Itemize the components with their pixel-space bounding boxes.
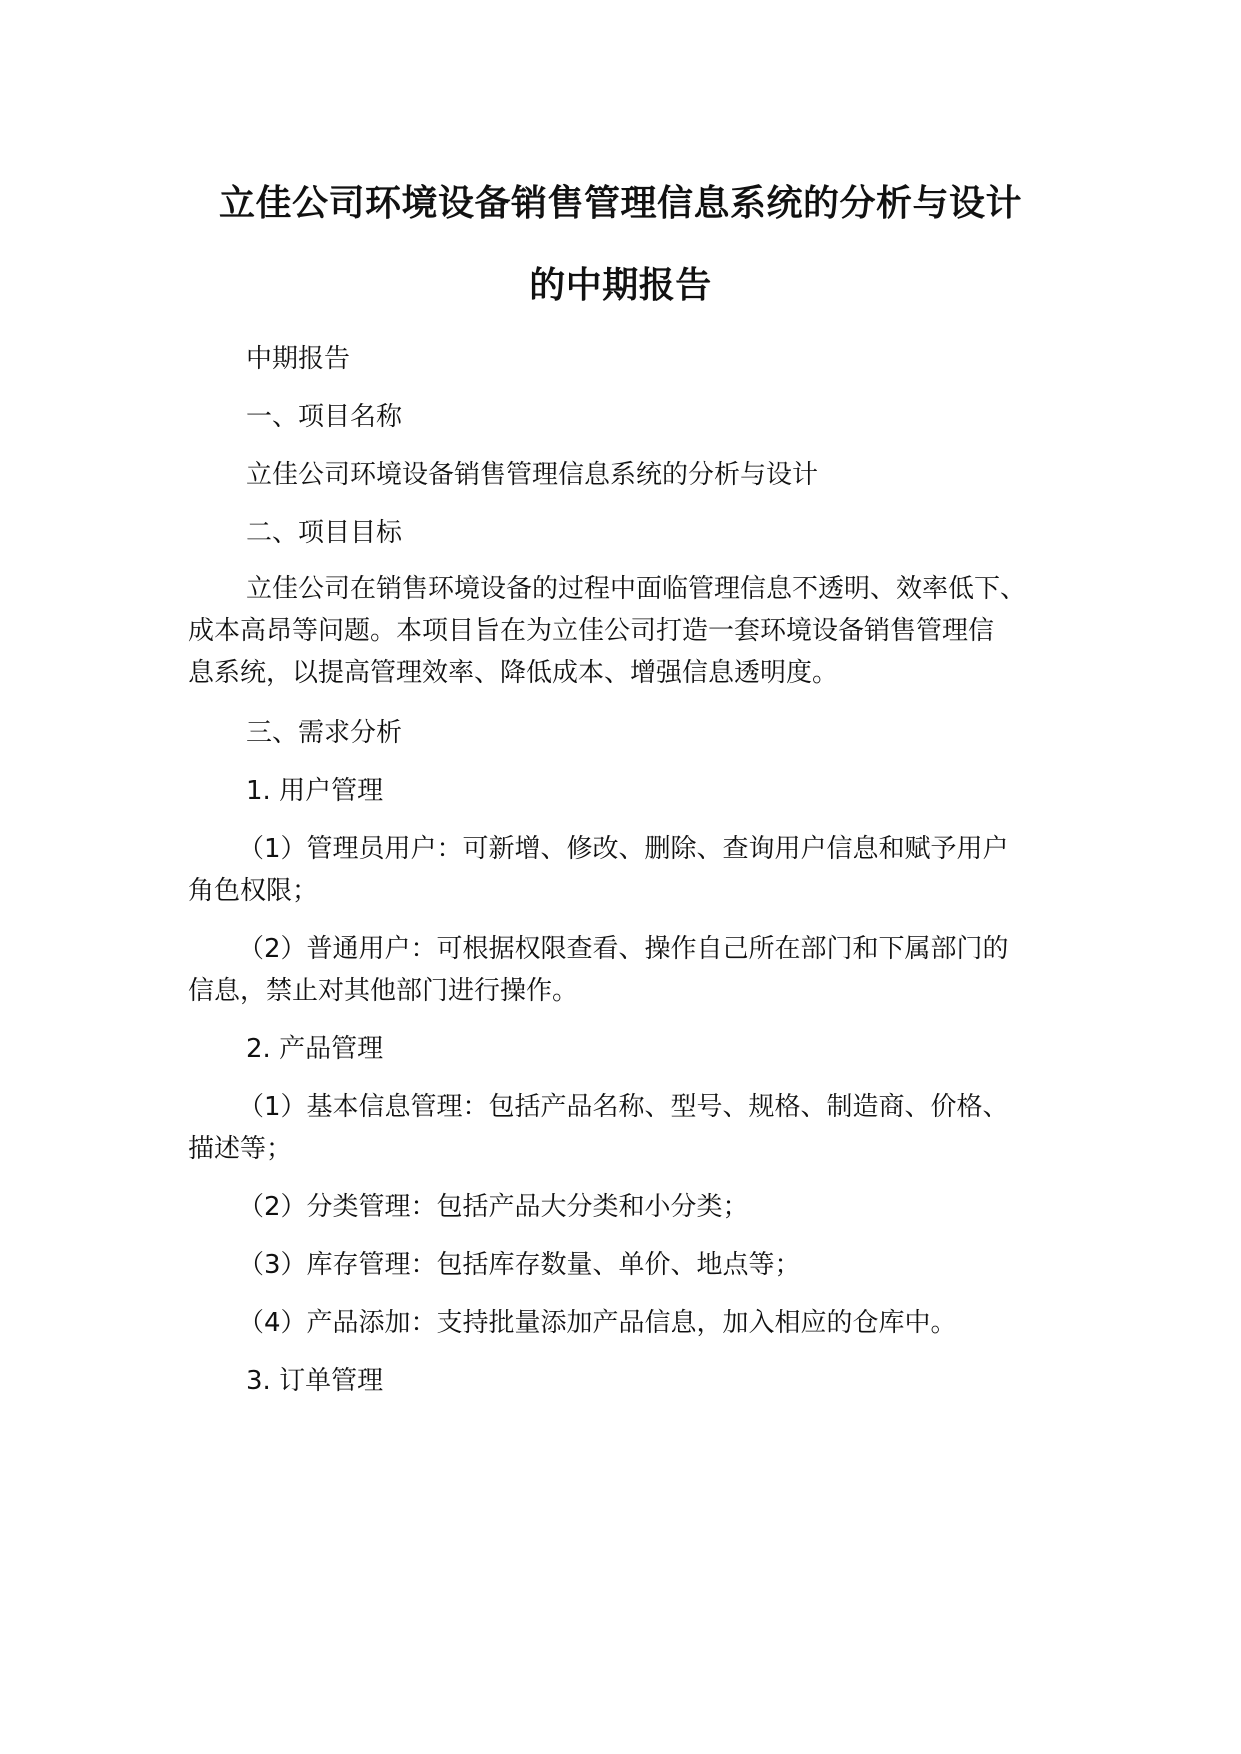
paragraph-user-management-heading <box>188 768 1088 814</box>
document-title-line-2: 的中期报告 <box>529 265 712 306</box>
paragraph-project-goal <box>188 566 1088 696</box>
paragraph-line: 立佳公司在销售环境设备的过程中面临管理信息不透明、效率低下、 <box>246 574 1027 604</box>
paragraph-line: （4）产品添加：支持批量添加产品信息，加入相应的仓库中。 <box>238 1308 957 1338</box>
paragraph-line: 三、需求分析 <box>246 718 403 748</box>
paragraph-basic-info <box>188 1084 1088 1172</box>
paragraph-category-management <box>188 1184 1088 1230</box>
paragraph-project-name <box>188 452 1088 498</box>
paragraph-normal-user <box>188 926 1088 1014</box>
paragraph-admin-user <box>188 826 1088 914</box>
paragraph-line: 成本高昂等问题。本项目旨在为立佳公司打造一套环境设备销售管理信 <box>188 616 995 646</box>
paragraph-line: 二、项目目标 <box>246 518 403 548</box>
paragraph-section-1-heading <box>188 394 1088 440</box>
paragraph-line: 3. 订单管理 <box>246 1366 384 1396</box>
paragraph-line: 息系统，以提高管理效率、降低成本、增强信息透明度。 <box>188 658 839 688</box>
paragraph-section-2-heading <box>188 510 1088 556</box>
paragraph-product-add <box>188 1300 1088 1346</box>
paragraph-order-management-heading <box>188 1358 1088 1404</box>
paragraph-line: 角色权限； <box>188 876 319 906</box>
document-title-line-1: 立佳公司环境设备销售管理信息系统的分析与设计 <box>218 183 1022 224</box>
paragraph-line: 描述等； <box>188 1134 293 1164</box>
paragraph-line: （3）库存管理：包括库存数量、单价、地点等； <box>238 1250 801 1280</box>
paragraph-line: 一、项目名称 <box>246 402 403 432</box>
paragraph-line: 信息，禁止对其他部门进行操作。 <box>188 976 579 1006</box>
paragraph-line: （2）分类管理：包括产品大分类和小分类； <box>238 1192 749 1222</box>
paragraph-heading-report <box>188 336 1088 382</box>
paragraph-section-3-heading <box>188 710 1088 756</box>
paragraph-line: 中期报告 <box>246 344 351 374</box>
paragraph-line: 立佳公司环境设备销售管理信息系统的分析与设计 <box>246 460 819 490</box>
paragraph-line: 1. 用户管理 <box>246 776 384 806</box>
paragraph-inventory-management <box>188 1242 1088 1288</box>
paragraph-line: 2. 产品管理 <box>246 1034 384 1064</box>
paragraph-line: （2）普通用户：可根据权限查看、操作自己所在部门和下属部门的 <box>238 934 1009 964</box>
paragraph-line: （1）管理员用户：可新增、修改、删除、查询用户信息和赋予用户 <box>238 834 1009 864</box>
paragraph-product-management-heading <box>188 1026 1088 1072</box>
paragraph-line: （1）基本信息管理：包括产品名称、型号、规格、制造商、价格、 <box>238 1092 1009 1122</box>
